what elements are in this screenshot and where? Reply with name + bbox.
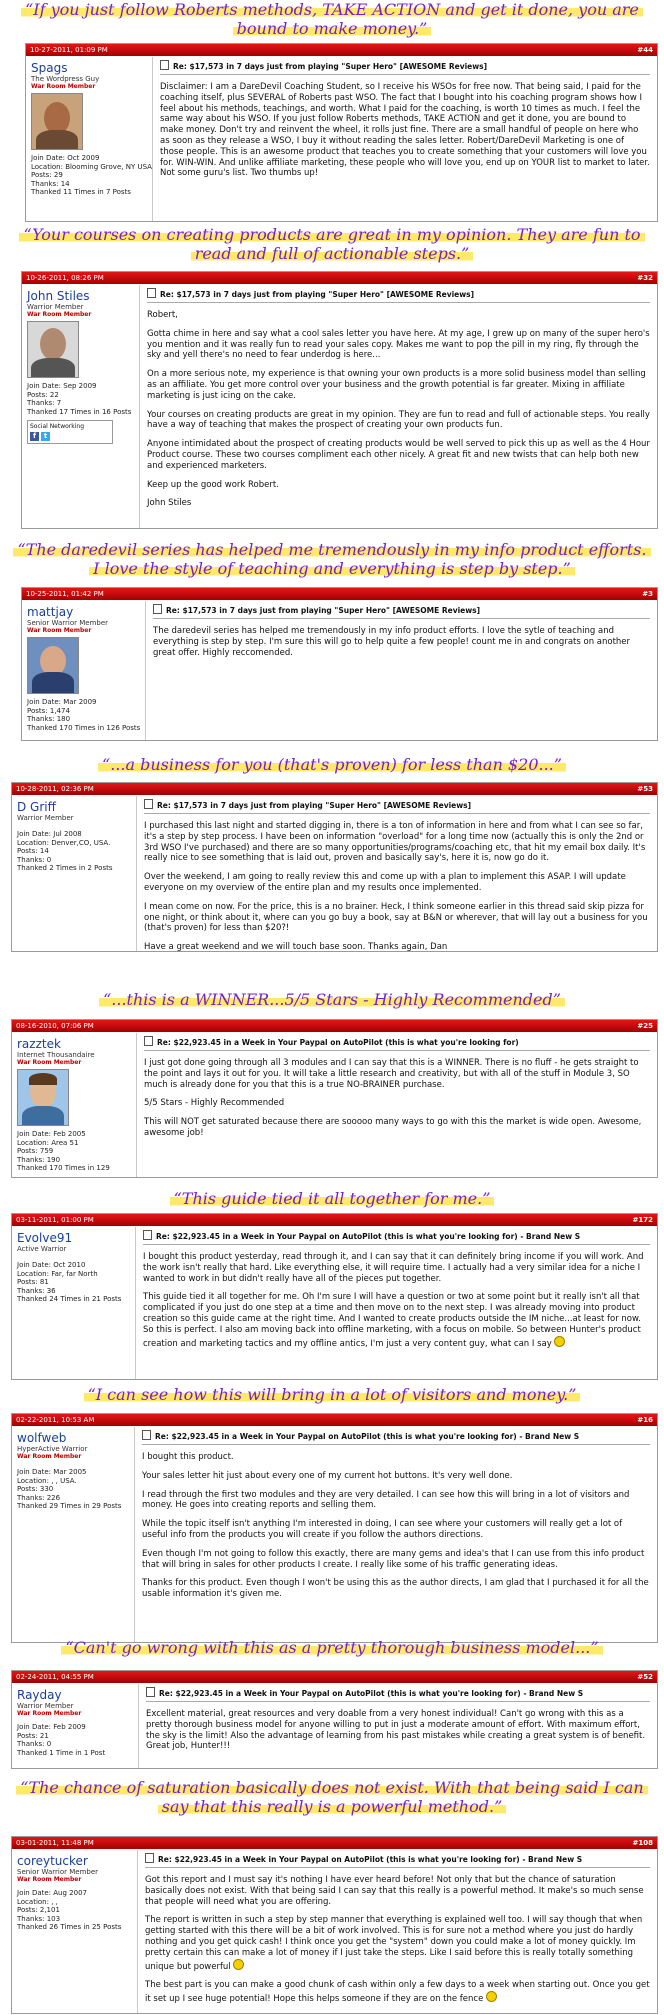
user-info-panel (12, 1427, 135, 1642)
user-rank: War Room Member (27, 311, 92, 318)
testimonial-headline: “If you just follow Roberts methods, TAKE ACTION and get it done, you are bound to make money.” (10, 0, 654, 38)
document-icon (142, 1430, 151, 1440)
testimonial-headline: “The daredevil series has helped me tremendously in my info product efforts. I love the style of teaching and everything is step by step.” (10, 540, 654, 578)
post-paragraph: The report is written in such a step by step manner that everything is explained well too. I will say though that when getting started with this there will be a bit of work involved. This is for sure not a method where you just do hardly nothing and you get quick cash! I think once you get the "system" down you could make a lot of money quickly. Im pretty certain this can make a lot of money if I just take the steps. Like I said before this is really totally something unique but powerful (145, 1915, 643, 1972)
user-rank: War Room Member (31, 83, 96, 90)
post-date: 03-01-2011, 11:48 PM (16, 1839, 94, 1847)
user-stats: Join Date: Oct 2009 Location: Blooming Grove, NY USA Posts: 29 Thanks: 14 Thanked 11 Times in 7 Posts (31, 154, 152, 196)
user-stats: Join Date: Oct 2010 Location: Far, far North Posts: 81 Thanks: 36 Thanked 24 Times in 21 Posts (17, 1261, 122, 1303)
document-icon (146, 1687, 155, 1697)
user-stats: Join Date: Aug 2007 Location: , , Posts: 2,101 Thanks: 103 Thanked 26 Times in 25 Posts (17, 1889, 122, 1931)
post-number[interactable]: #53 (637, 785, 653, 793)
post-date: 10-25-2011, 01:42 PM (26, 590, 104, 598)
testimonial-headline: “This guide tied it all together for me.” (10, 1189, 654, 1208)
username[interactable]: coreytucker (17, 1854, 88, 1868)
user-info-panel (22, 285, 140, 528)
post-date: 03-11-2011, 01:00 PM (16, 1216, 94, 1224)
post-paragraph: Your sales letter hit just about every one of my current hot buttons. It's very well done. (142, 1470, 513, 1481)
post-paragraph: Over the weekend, I am going to really review this and come up with a plan to implement this ASAP. I will update everyone on my overview of the entire plan and my results once implemented. (144, 872, 626, 893)
post-paragraph: The best part is you can make a good chunk of cash within only a few days to a week when starting out. Once you get it set up I see huge potential! Hope this helps someone if they are on the fence (145, 1980, 650, 2005)
post-paragraph: I just got done going through all 3 modules and I can say that this is a WINNER. There is no fluff - he gets straight to the point and lays it out for you. It will take a little research and creativity, but with all of the stuff in Module 3, SO much is already done for you that this is a true NO-BRAINER purchase. (144, 1058, 639, 1090)
post-paragraph: John Stiles (147, 498, 192, 509)
post-header (12, 1837, 657, 1849)
user-title: Warrior Member (17, 1702, 74, 1710)
post-title: Re: $17,573 in 7 days just from playing "Super Hero" [AWESOME Reviews] (144, 799, 650, 814)
post-title: Re: $22,923.45 in a Week in Your Paypal on AutoPilot (this is what you're looking for) - Brand New S (145, 1853, 650, 1868)
post-paragraph: Got this report and I must say it's nothing I have ever heard before! Not only that but the chance of saturation basically does not exist. With that being said I can say that this really is a powerful method. It make's so much sense that people will need what you are offering. (145, 1875, 644, 1907)
post-title: Re: $22,923.45 in a Week in Your Paypal on AutoPilot (this is what you're looking for) - Brand New S (142, 1430, 650, 1445)
user-title: Active Warrior (17, 1245, 67, 1253)
username[interactable]: wolfweb (17, 1431, 67, 1445)
document-icon (144, 799, 153, 809)
post-paragraph: Anyone intimidated about the prospect of creating products would be well served to pick this up as well as the 4 Hour Product course. These two courses compliment each other nicely. A great fit and new twists that can help both new and experienced marketers. (147, 439, 650, 471)
document-icon (147, 288, 156, 298)
user-title: Senior Warrior Member (17, 1868, 99, 1876)
post-paragraph: On a more serious note, my experience is that owning your own products is a more solid business model than selling as an affiliate. You get more control over your business and the growth potential is far greater. Mixing in affiliate marketing is just icing on the cake. (147, 369, 646, 401)
post-content (140, 285, 657, 528)
post-content (138, 1850, 657, 2013)
username[interactable]: mattjay (27, 605, 74, 619)
user-stats: Join Date: Feb 2009 Posts: 21 Thanks: 0 Thanked 1 Time in 1 Post (17, 1723, 106, 1757)
post-paragraph: 5/5 Stars - Highly Recommended (144, 1098, 285, 1109)
post-paragraph: Have a great weekend and we will touch base soon. Thanks again, Dan (144, 942, 448, 951)
smiley-icon (486, 1991, 497, 2002)
post-number[interactable]: #16 (637, 1416, 653, 1424)
user-rank: War Room Member (27, 627, 92, 634)
post-paragraph: Keep up the good work Robert. (147, 479, 279, 490)
post-header (22, 588, 657, 600)
username[interactable]: John Stiles (27, 289, 90, 303)
user-stats: Join Date: Mar 2005 Location: , , USA. Posts: 330 Thanks: 226 Thanked 29 Times in 29 Posts (17, 1468, 122, 1510)
document-icon (143, 1230, 152, 1240)
post-number[interactable]: #25 (637, 1022, 653, 1030)
testimonial-headline: “...this is a WINNER...5/5 Stars - Highly Recommended” (10, 990, 654, 1009)
post-date: 08-16-2010, 07:06 PM (16, 1022, 94, 1030)
post-header (12, 783, 657, 795)
username[interactable]: Rayday (17, 1688, 62, 1702)
twitter-icon[interactable]: t (41, 432, 50, 441)
user-rank: War Room Member (17, 1876, 82, 1883)
document-icon (144, 1036, 153, 1046)
avatar[interactable] (27, 321, 79, 378)
post-header (12, 1214, 657, 1226)
user-info-panel (22, 601, 146, 740)
username[interactable]: razztek (17, 1037, 61, 1051)
post-paragraph: I mean come on now. For the price, this is a no brainer. Heck, I think someone earlier in this thread said skip pizza for one night, or think about it, where can you go buy a book, say at B&N or wherever, that will lay out a business for you (that's proven) for less than $20?! (144, 901, 648, 934)
forum-post (21, 587, 658, 741)
post-title: Re: $22,923.45 in a Week in Your Paypal on AutoPilot (this is what you're looking for) - Brand New S (146, 1687, 650, 1702)
social-networking-box: Social Networking f t (27, 420, 113, 444)
post-paragraph: Gotta chime in here and say what a cool sales letter you have here. At my age, I grew up on many of the super hero's you mention and it was really fun to read your sales copy. Makes me want to pop the pill in my ring, fly through the sky and yell there's no need to fear underdog is here... (147, 328, 650, 361)
post-paragraph: Excellent material, great resources and very doable from a very honest individual! Can't go wrong with this as a pretty thorough business model for anyone willing to put in just a moderate amount of effort. With maximum effort, the sky is the limit! Also the advantage of learning from his past mistakes while creating a great system is of benefit. Great job, Hunter!!! (146, 1709, 646, 1752)
document-icon (145, 1853, 154, 1863)
post-title: Re: $17,573 in 7 days just from playing "Super Hero" [AWESOME Reviews] (153, 604, 650, 619)
post-date: 02-22-2011, 10:53 AM (16, 1416, 95, 1424)
user-rank: War Room Member (17, 1059, 82, 1066)
user-title: Warrior Member (27, 303, 84, 311)
post-paragraph: Your courses on creating products are great in my opinion. They are fun to read and full of actionable steps. You really have a way of teaching that makes the prospect of creating your own products fun. (147, 409, 650, 431)
forum-post (11, 1836, 658, 2014)
user-title: Warrior Member (17, 814, 74, 822)
post-date: 10-26-2011, 08:26 PM (26, 274, 104, 282)
user-title: Senior Warrior Member (27, 619, 109, 627)
user-stats: Join Date: Jul 2008 Location: Denver,CO, USA. Posts: 14 Thanks: 0 Thanked 2 Times in 2 Posts (17, 830, 113, 872)
testimonial-headline: “...a business for you (that's proven) for less than $20...” (10, 755, 654, 774)
user-info-panel (12, 1684, 139, 1768)
forum-post (11, 782, 658, 952)
document-icon (153, 604, 162, 614)
user-info-panel (12, 1033, 137, 1177)
forum-post (11, 1413, 658, 1643)
username[interactable]: Evolve91 (17, 1231, 73, 1245)
post-date: 10-27-2011, 01:09 PM (30, 46, 108, 54)
post-number[interactable]: #32 (637, 274, 653, 282)
user-info-panel (12, 796, 137, 951)
post-number[interactable]: #172 (632, 1216, 653, 1224)
post-paragraph: I read through the first two modules and they are very detailed. I can see how this will bring in a lot of visitors and money. He goes into creating reports and selling them. (142, 1489, 630, 1511)
post-content (139, 1684, 657, 1768)
username[interactable]: D Griff (17, 800, 56, 814)
user-stats: Join Date: Mar 2009 Posts: 1,474 Thanks: 180 Thanked 170 Times in 126 Posts (27, 698, 141, 732)
post-content (146, 601, 657, 740)
post-date: 10-28-2011, 02:36 PM (16, 785, 94, 793)
post-number[interactable]: #52 (637, 1673, 653, 1681)
post-title: Re: $17,573 in 7 days just from playing "Super Hero" [AWESOME Reviews] (160, 60, 650, 75)
post-paragraph: Disclaimer: I am a DareDevil Coaching Student, so I receive his WSOs for free now. That being said, I paid for the coaching itself, plus SEVERAL of Roberts past WSO. The fact that I bought into his coaching program shows how I feel about his methods, teachings, and worth. What I paid for the coaching, is worth 10 times as much. I feel the same way about his WSO. If you just follow Roberts methods, TAKE ACTION and get it done, you are bound to make money. Don't try and reinvent the wheel, it rolls just fine. There are a small handful of people on here who as soon as they release a WSO, I buy it without reading the sales letter. Robert/DareDevil Marketing is one of those people. This is an awesome product that teaches you to create something that your customers will love you for. WIN-WIN. And unlike affiliate marketing, these people who will love you, end up on YOUR list to market to later. Not some guru's list. Two thumbs up! (160, 82, 650, 179)
forum-post (21, 271, 658, 529)
post-paragraph: Robert, (147, 310, 178, 320)
avatar[interactable] (27, 637, 79, 694)
post-number[interactable]: #44 (637, 46, 653, 54)
post-content (137, 1033, 657, 1177)
avatar[interactable] (31, 93, 83, 150)
user-title: HyperActive Warrior (17, 1445, 88, 1453)
testimonial-headline: “Can't go wrong with this as a pretty thorough business model...” (10, 1638, 654, 1657)
post-content (137, 796, 657, 951)
post-paragraph: Thanks for this product. Even though I won't be using this as the author directs, I am glad that I purchased it for all the usable information it's given me. (142, 1578, 649, 1600)
username[interactable]: Spags (31, 61, 68, 75)
user-info-panel (12, 1227, 136, 1379)
post-header (12, 1020, 657, 1032)
facebook-icon[interactable]: f (30, 432, 39, 441)
testimonial-headline: “I can see how this will bring in a lot of visitors and money.” (10, 1385, 654, 1404)
post-paragraph: I bought this product. (142, 1452, 234, 1462)
avatar[interactable] (17, 1069, 69, 1126)
forum-post (11, 1019, 658, 1178)
post-paragraph: The daredevil series has helped me tremendously in my info product efforts. I love the sytle of teaching and everything is step by step. I'm sure this will go to help quite a few people! count me in and congrats on another great offer. Highly reccomended. (153, 626, 631, 658)
testimonial-headline: “Your courses on creating products are great in my opinion. They are fun to read and full of actionable steps.” (10, 225, 654, 263)
post-content (136, 1227, 657, 1379)
user-info-panel (12, 1850, 138, 2013)
smiley-icon (554, 1336, 565, 1347)
user-title: The Wordpress Guy (31, 75, 100, 83)
post-header (22, 272, 657, 284)
post-content (153, 57, 657, 221)
forum-post (11, 1213, 658, 1380)
user-stats: Join Date: Feb 2005 Location: Area 51 Posts: 759 Thanks: 190 Thanked 170 Times in 129 (17, 1130, 110, 1172)
user-rank: War Room Member (17, 1453, 82, 1460)
post-header (12, 1414, 657, 1426)
post-header (26, 44, 657, 56)
forum-post (25, 43, 658, 222)
post-paragraph: While the topic itself isn't anything I'm interested in doing, I can see where your customers will really get a lot of useful info from the products you will create if you follow the authors directions. (142, 1519, 623, 1540)
testimonial-headline: “The chance of saturation basically does not exist. With that being said I can say that this really is a powerful method.” (10, 1778, 654, 1816)
post-number[interactable]: #108 (632, 1839, 653, 1847)
smiley-icon (233, 1959, 244, 1970)
post-header (12, 1671, 657, 1683)
post-title: Re: $17,573 in 7 days just from playing "Super Hero" [AWESOME Reviews] (147, 288, 650, 303)
user-info-panel (26, 57, 153, 221)
post-paragraph: I bought this product yesterday, read through it, and I can say that it can definitely bring income if you will work. And the work isn't really that hard. Like everything else, it will require time. I actually had a very similar idea for a niche I wanted to work in but didn't really have all of the pieces put together. (143, 1252, 644, 1284)
user-rank: War Room Member (17, 1710, 82, 1717)
post-paragraph: This will NOT get saturated because there are sooooo many ways to go with this the market is wide open. Awesome, awesome job! (144, 1117, 642, 1138)
document-icon (160, 60, 169, 70)
post-title: Re: $22,923.45 in a Week in Your Paypal on AutoPilot (this is what you're looking for) (144, 1036, 650, 1051)
post-title: Re: $22,923.45 in a Week in Your Paypal on AutoPilot (this is what you're looking for) - Brand New S (143, 1230, 650, 1245)
post-date: 02-24-2011, 04:55 PM (16, 1673, 94, 1681)
user-stats: Join Date: Sep 2009 Posts: 22 Thanks: 7 Thanked 17 Times in 16 Posts (27, 382, 132, 416)
post-paragraph: Even though I'm not going to follow this exactly, there are many gems and idea's that I can use from this info product that will bring in sales for other products I create. I really like some of his traffic generating ideas. (142, 1548, 645, 1570)
user-title: Internet Thousandaire (17, 1051, 95, 1059)
forum-post (11, 1670, 658, 1769)
post-number[interactable]: #3 (642, 590, 653, 598)
post-content (135, 1427, 657, 1642)
post-paragraph: I purchased this last night and started digging in, there is a ton of information in here and from what I can see so far, it's a step by step process. I have been on information "overload" for a long time now (actually this is only the 2nd or 3rd WSO I've purchased) and there are so many opportunities/programs/coaching etc, that hit my email box daily. It's really nice to see something that is laid out, proven and basically say's, here it is, now go do it. (144, 821, 646, 864)
post-paragraph: This guide tied it all together for me. Oh I'm sure I will have a question or two at some point but it really isn't all that complicated if you just do one step at a time and then move on to the next step. I was already moving into product creation so this guide came at the right time. And I wanted to create products outside the IM niche...at least for now. So this is perfect. I also am moving back into offline marketing, with a focus on mobile. So between Hunter's product creation and marketing tactics and my offline antics, I'm just a very content guy, what can I say (143, 1292, 641, 1349)
